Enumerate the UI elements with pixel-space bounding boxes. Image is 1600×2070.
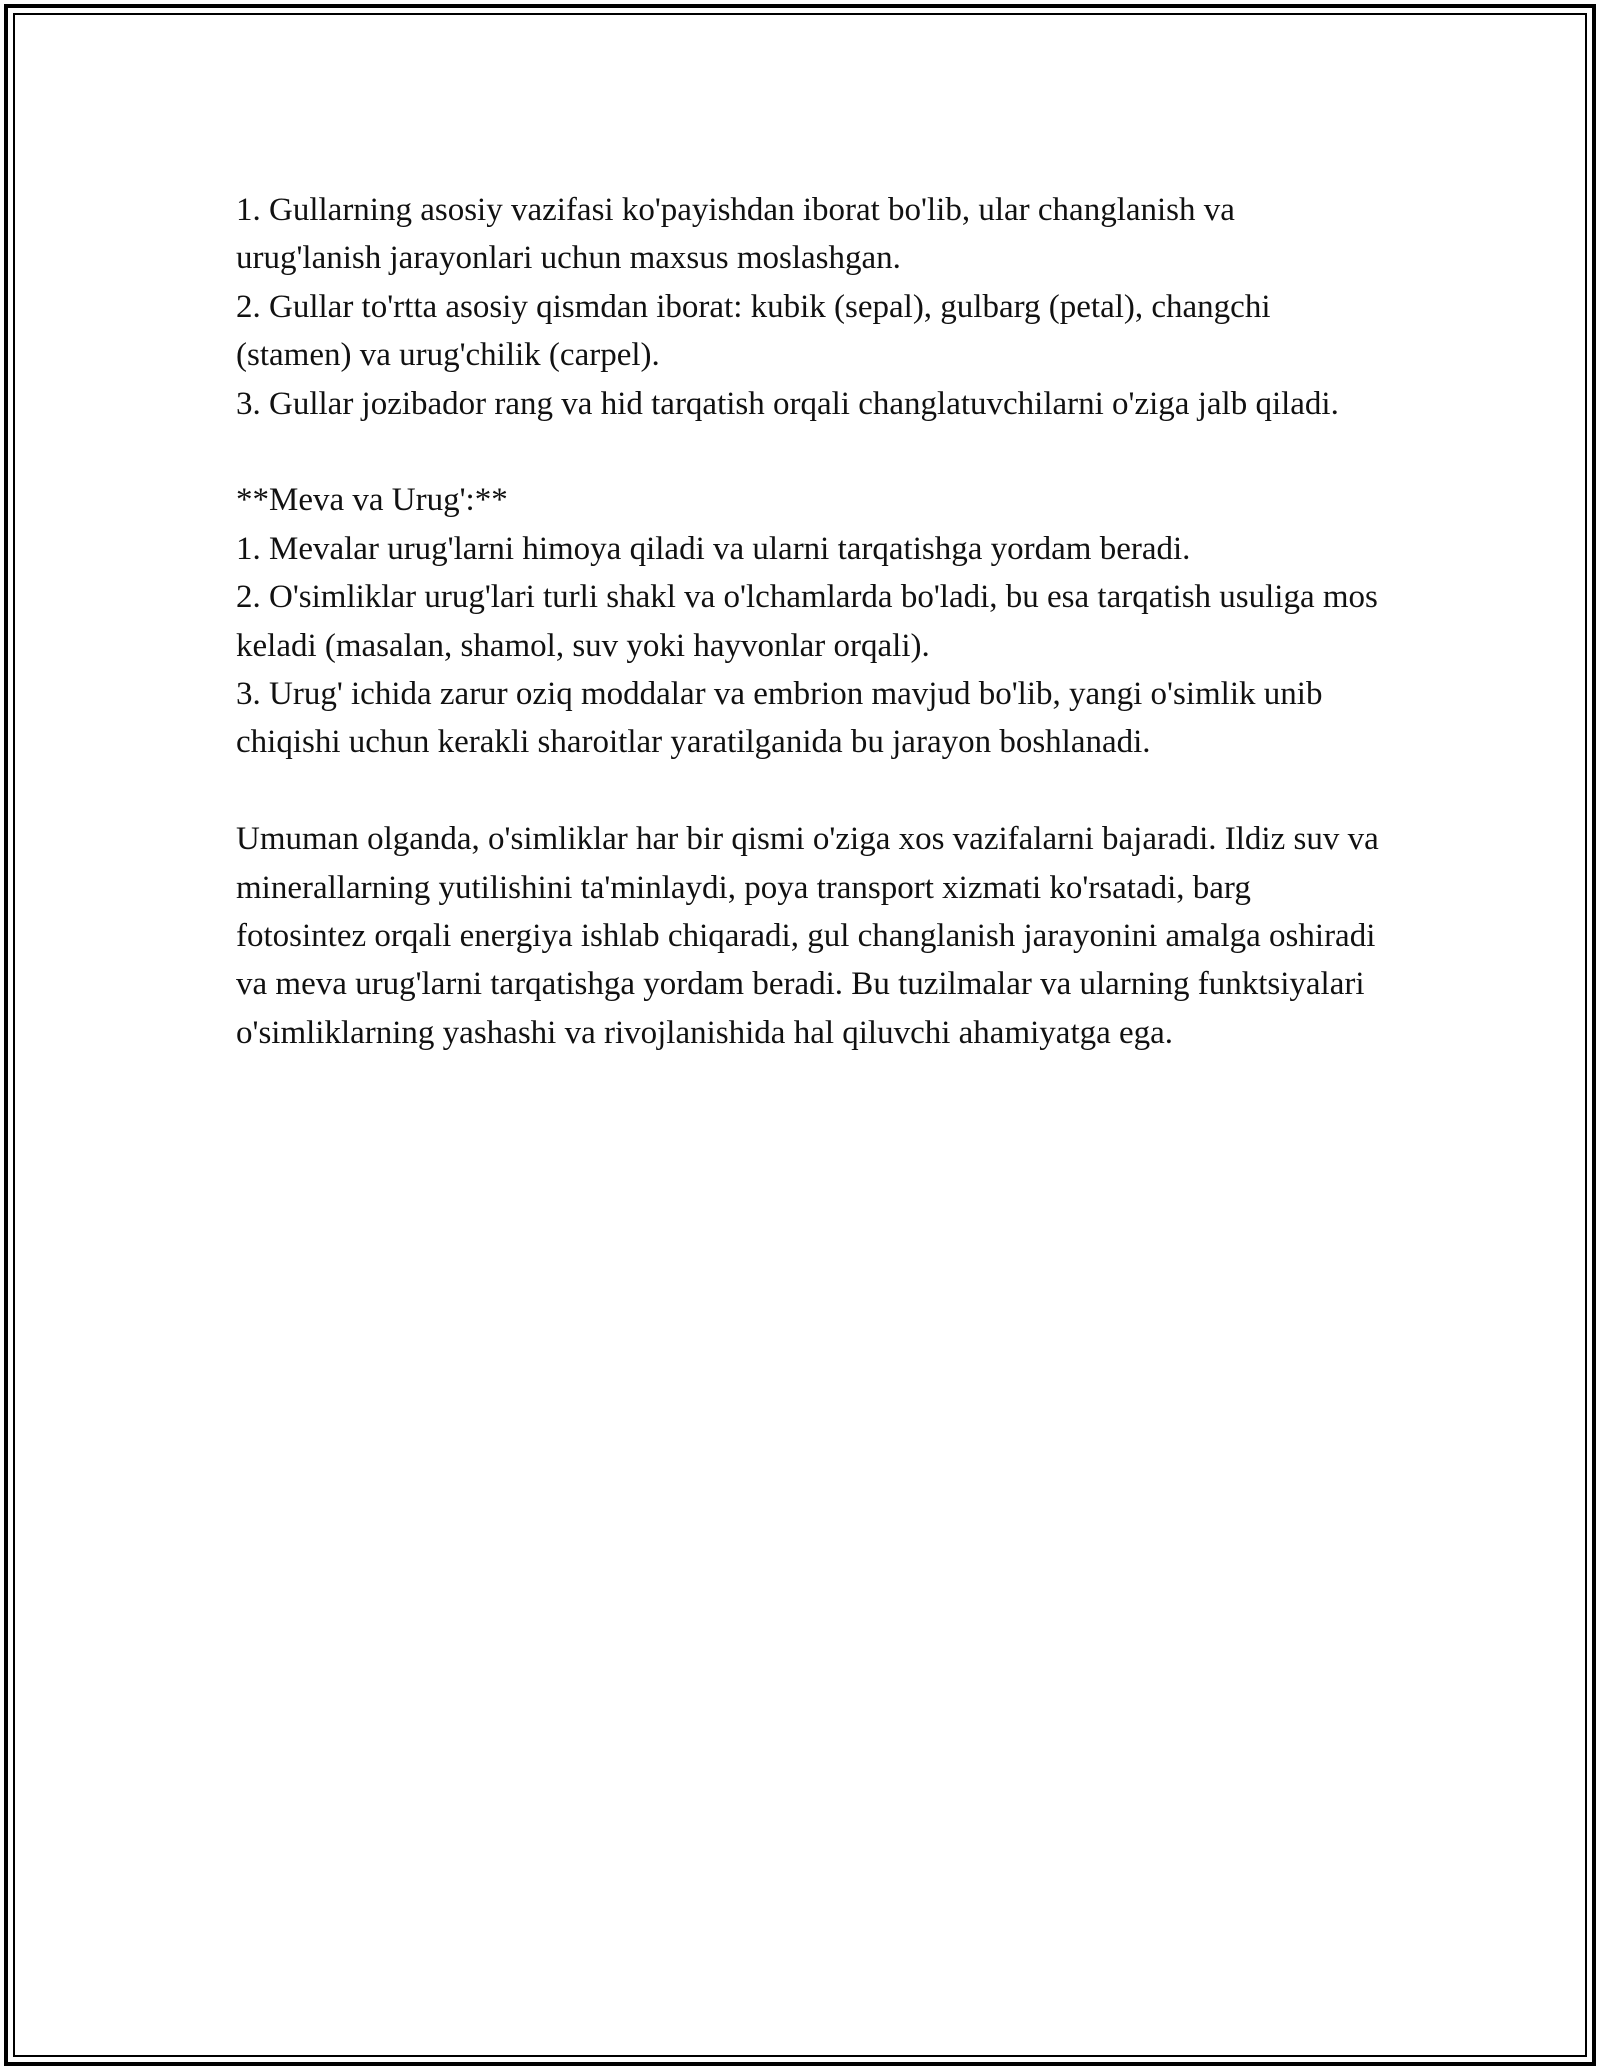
fruit-item-3: 3. Urug' ichida zarur oziq moddalar va embrion mavjud bo'lib, yangi o'simlik unib chiqishi uchun kerakli sharoitlar yaratilganida bu jarayon boshlanadi.	[236, 676, 1323, 761]
paragraph-gap	[236, 767, 1386, 815]
fruit-heading: **Meva va Urug':**	[236, 482, 508, 519]
paragraph-gap	[236, 428, 1386, 476]
document-body	[236, 186, 1386, 1057]
conclusion-paragraph: Umuman olganda, o'simliklar har bir qismi o'ziga xos vazifalarni bajaradi. Ildiz suv va minerallarning yutilishini ta'minlaydi, poya transport xizmati ko'rsatadi, barg fotosintez orqali energiya ishlab chiqaradi, gul changlanish jarayonini amalga oshiradi va meva urug'larni tarqatishga yordam beradi. Bu tuzilmalar va ularning funktsiyalari o'simliklarning yashashi va rivojlanishida hal qiluvchi ahamiyatga ega.	[236, 821, 1379, 1051]
flowers-item-3: 3. Gullar jozibador rang va hid tarqatish orqali changlatuvchilarni o'ziga jalb qiladi.	[236, 385, 1339, 422]
fruit-item-1: 1. Mevalar urug'larni himoya qiladi va ularni tarqatishga yordam beradi.	[236, 530, 1191, 567]
flowers-item-2: 2. Gullar to'rtta asosiy qismdan iborat: kubik (sepal), gulbarg (petal), changchi (stamen) va urug'chilik (carpel).	[236, 288, 1271, 374]
fruit-item-2: 2. O'simliklar urug'lari turli shakl va o'lchamlarda bo'ladi, bu esa tarqatish usuliga mos keladi (masalan, shamol, suv yoki hayvonlar orqali).	[236, 579, 1378, 664]
flowers-item-1: 1. Gullarning asosiy vazifasi ko'payishdan iborat bo'lib, ular changlanish va urug'lanish jarayonlari uchun maxsus moslashgan.	[236, 192, 1235, 277]
